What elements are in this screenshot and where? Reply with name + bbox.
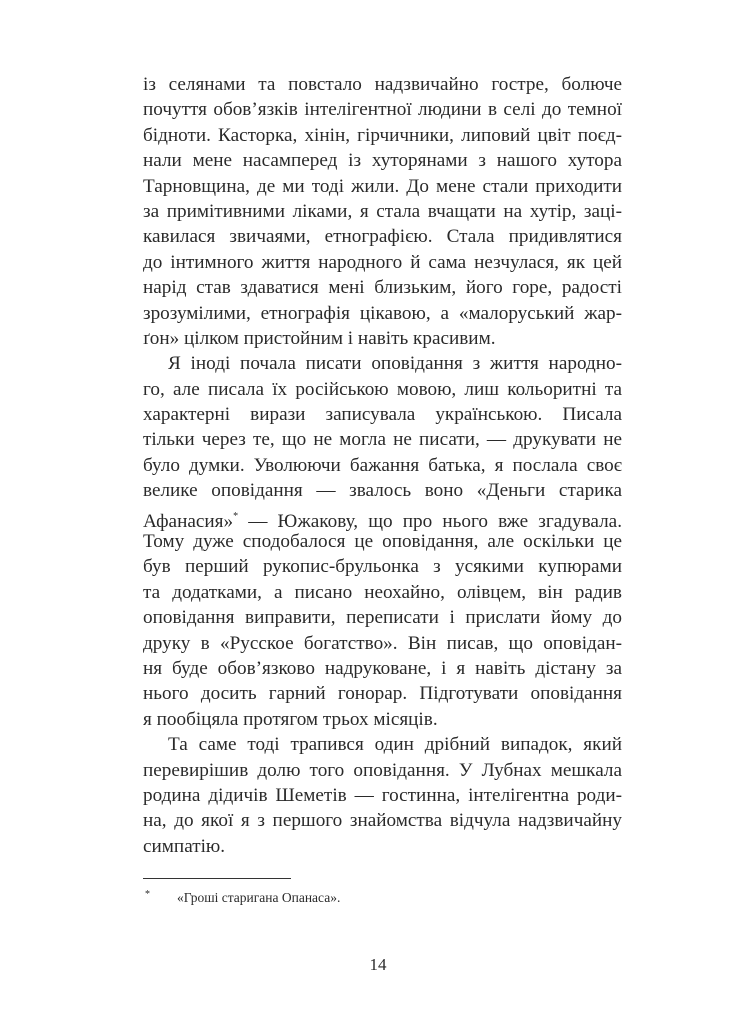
text-line: симпатію. (143, 835, 226, 857)
text-line: велике оповідання — звалось воно «Деньги старика (143, 480, 622, 502)
text-line: бідноти. Касторка, хінін, гірчичники, липовий цвіт поєд- (143, 124, 622, 146)
text-line: Та саме тоді трапився один дрібний випадок, який (168, 734, 622, 756)
text-line: Тарновщина, де ми тоді жили. До мене стали приходити (143, 175, 622, 197)
footnote-mark: * (145, 889, 150, 900)
text-line: нали мене насамперед із хуторянами з нашого хутора (143, 150, 622, 172)
text-line: тільки через те, що не могла не писати, — друкувати не (143, 429, 622, 451)
body-text (143, 72, 622, 859)
text-line: друку в «Русское богатство». Він писав, що оповідан- (143, 632, 622, 654)
text-line: ґон» цілком пристойним і навіть красивим. (143, 327, 496, 349)
footnote-reference: * (233, 510, 239, 522)
text-line: за примітивними ліками, я стала вчащати на хутір, заці- (143, 200, 622, 222)
text-line: перевирішив долю того оповідання. У Лубнах мешкала (143, 759, 622, 781)
text-line: до інтимного життя народного й сама незчулася, як цей (143, 251, 622, 273)
text-line: було думки. Уволюючи бажання батька, я послала своє (143, 454, 622, 476)
text-line: го, але писала їх російською мовою, лиш кольоритні та (143, 378, 622, 400)
text-line: ня буде обов’язково надруковане, і я навіть дістану за (143, 657, 622, 679)
paragraph (143, 351, 622, 732)
text-line: зрозумілими, етнографія цікавою, а «малоруський жар- (143, 302, 622, 324)
footnote-text: «Гроші старигана Опанаса». (177, 890, 341, 905)
page-number: 14 (369, 955, 387, 974)
text-segment: Афанасия» (143, 510, 234, 532)
text-line: на, до якої я з першого знайомства відчула надзвичайну (143, 810, 622, 832)
text-line: родина дідичів Шеметів — гостинна, інтелігентна роди- (143, 784, 622, 806)
text-line: характерні вирази записувала українською. Писала (143, 404, 622, 426)
text-segment: — Южакову, що про нього вже згадувала. (238, 510, 622, 532)
text-line: оповідання виправити, переписати і прислати йому до (143, 607, 622, 629)
text-line: Тому дуже сподобалося це оповідання, але оскільки це (143, 531, 622, 553)
text-line: нарід став здаватися мені близьким, його горе, радості (143, 277, 622, 299)
text-line: кавилася звичаями, етнографією. Стала придивлятися (143, 226, 622, 248)
text-line: був перший рукопис-брульонка з усякими купюрами (143, 556, 622, 578)
text-line: та додатками, а писано неохайно, олівцем, він радив (143, 581, 622, 603)
text-line: почуття обов’язків інтелігентної людини в селі до темної (143, 99, 622, 121)
paragraph (143, 72, 622, 351)
text-line (143, 504, 622, 532)
footnote-divider (143, 878, 291, 879)
text-line: Я іноді почала писати оповідання з життя народно- (168, 353, 622, 375)
text-line: нього досить гарний гонорар. Підготувати оповідання (143, 683, 622, 705)
text-line: із селянами та повстало надзвичайно гостре, болюче (143, 74, 622, 95)
paragraph (143, 732, 622, 859)
text-line: я пообіцяла протягом трьох місяців. (143, 708, 438, 730)
